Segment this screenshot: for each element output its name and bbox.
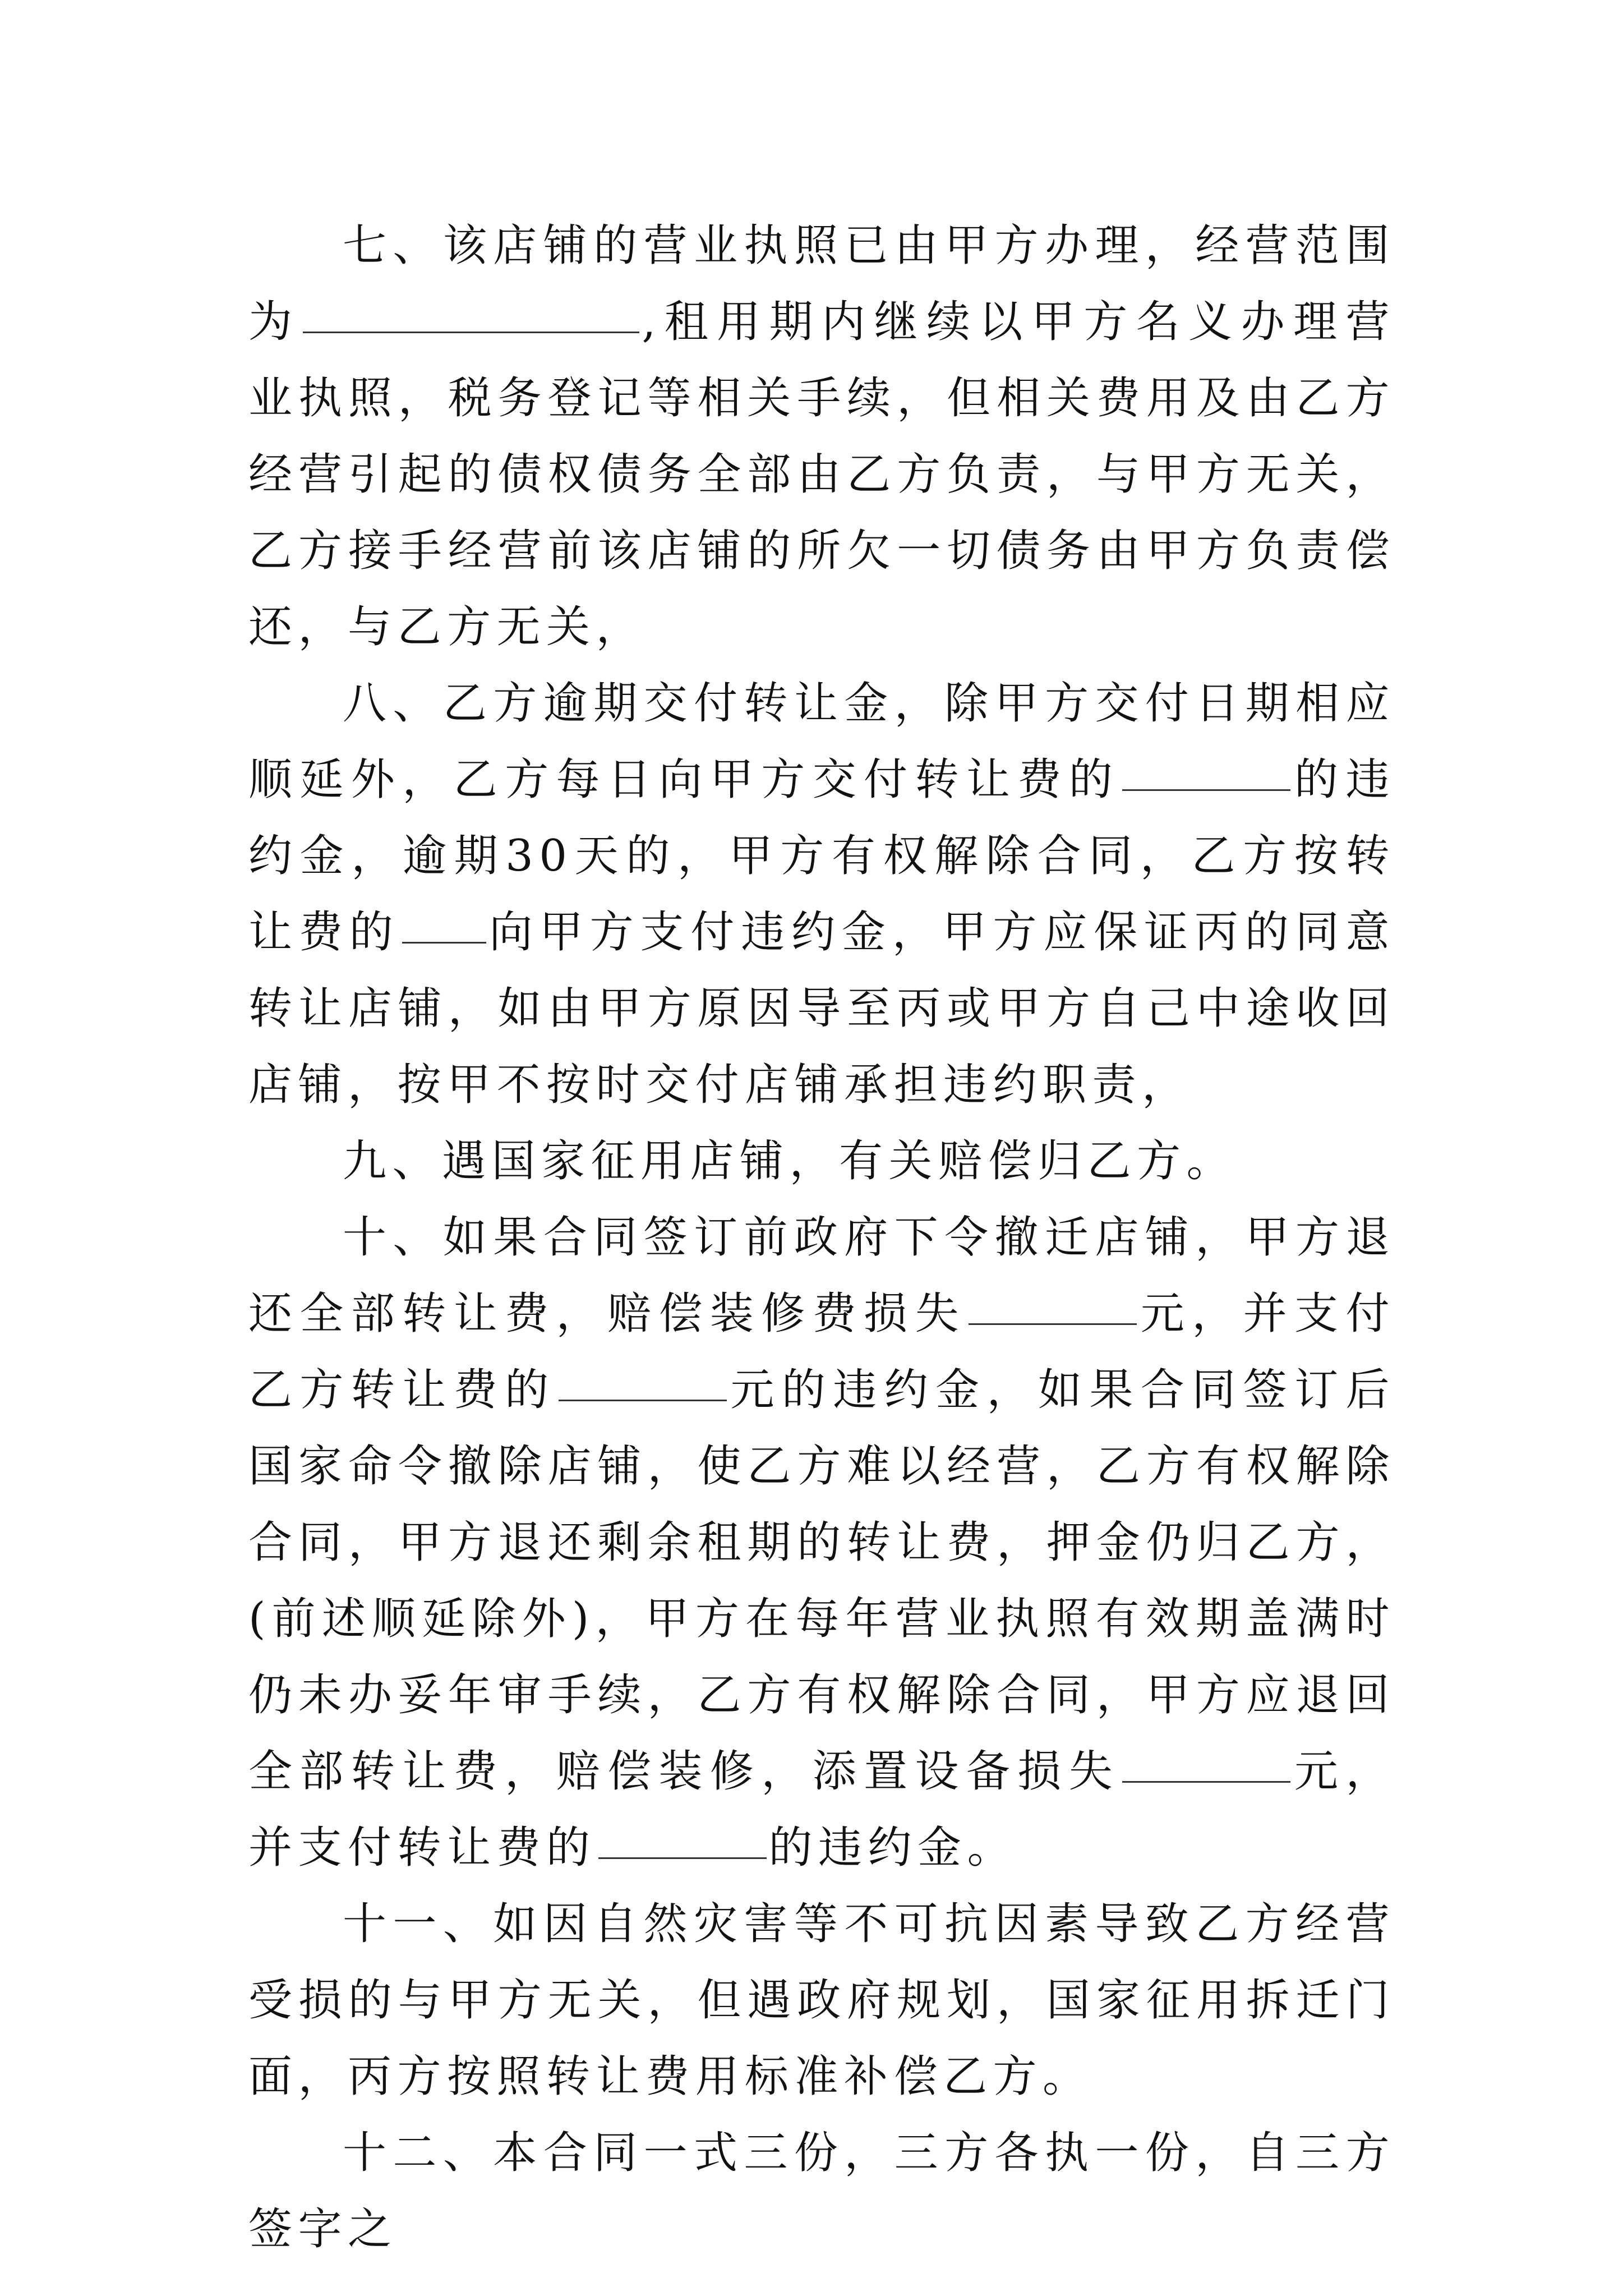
clause-8-text-2: 的违约金，逾期30天的，甲方有权解除合同，乙方按转让费的 <box>248 754 1395 958</box>
blank-daily-penalty-rate <box>1122 746 1290 791</box>
clause-10-text-2: 元，并支付乙方转让费的 <box>248 1289 1395 1415</box>
clause-12-text: 十二、本合同一式三份，三方各执一份，自三方签字之 <box>248 2128 1395 2254</box>
blank-transfer-penalty <box>598 1814 767 1859</box>
clause-10 <box>248 1199 1395 1886</box>
clause-10-text-4: 元，并支付转让费的 <box>248 1746 1395 1873</box>
clause-8-text-3: 向甲方支付违约金，甲方应保证丙的同意转让店铺，如由甲方原因导至丙或甲方自己中途收回店铺，按甲不按时交付店铺承担违约职责， <box>248 907 1395 1110</box>
clause-8-text-1: 八、乙方逾期交付转让金，除甲方交付日期相应顺延外，乙方每日向甲方交付转让费的 <box>248 678 1395 805</box>
blank-penalty-rate <box>402 898 486 944</box>
clause-11 <box>248 1886 1395 2115</box>
clause-11-text: 十一、如因自然灾害等不可抗因素导致乙方经营受损的与甲方无关，但遇政府规划，国家征用拆迁门面，丙方按照转让费用标准补偿乙方。 <box>248 1899 1395 2102</box>
clause-7-text-2: ,租用期内继续以甲方名义办理营业执照，税务登记等相关手续，但相关费用及由乙方经营引起的债权债务全部由乙方负责，与甲方无关，乙方接手经营前该店铺的所欠一切债务由甲方负责偿还，与乙方无关， <box>248 297 1395 652</box>
clause-9-text: 九、遇国家征用店铺，有关赔偿归乙方。 <box>343 1136 1237 1186</box>
blank-renovation-loss <box>969 1280 1137 1325</box>
clause-7-text-1: 七、该店铺的营业执照已由甲方办理，经营范围为 <box>248 220 1395 347</box>
clause-8 <box>248 665 1395 1123</box>
blank-business-scope <box>303 288 639 333</box>
clause-10-text-3: 元的违约金，如果合同签订后国家命令撤除店铺，使乙方难以经营，乙方有权解除合同，甲方退还剩余租期的转让费，押金仍归乙方，(前述顺延除外)，甲方在每年营业执照有效期盖满时仍未办妥年审手续，乙方有权解除合同，甲方应退回全部转让费，赔偿装修，添置设备损失 <box>248 1365 1395 1797</box>
contract-body <box>248 208 1395 2267</box>
clause-9 <box>248 1123 1395 1199</box>
clause-12 <box>248 2115 1395 2267</box>
clause-10-text-1: 十、如果合同签订前政府下令撤迁店铺，甲方退还全部转让费，赔偿装修费损失 <box>248 1212 1395 1339</box>
clause-10-text-5: 的违约金。 <box>768 1823 1017 1873</box>
blank-penalty-amount <box>559 1356 727 1401</box>
blank-equipment-loss <box>1122 1737 1290 1783</box>
clause-7 <box>248 208 1395 665</box>
